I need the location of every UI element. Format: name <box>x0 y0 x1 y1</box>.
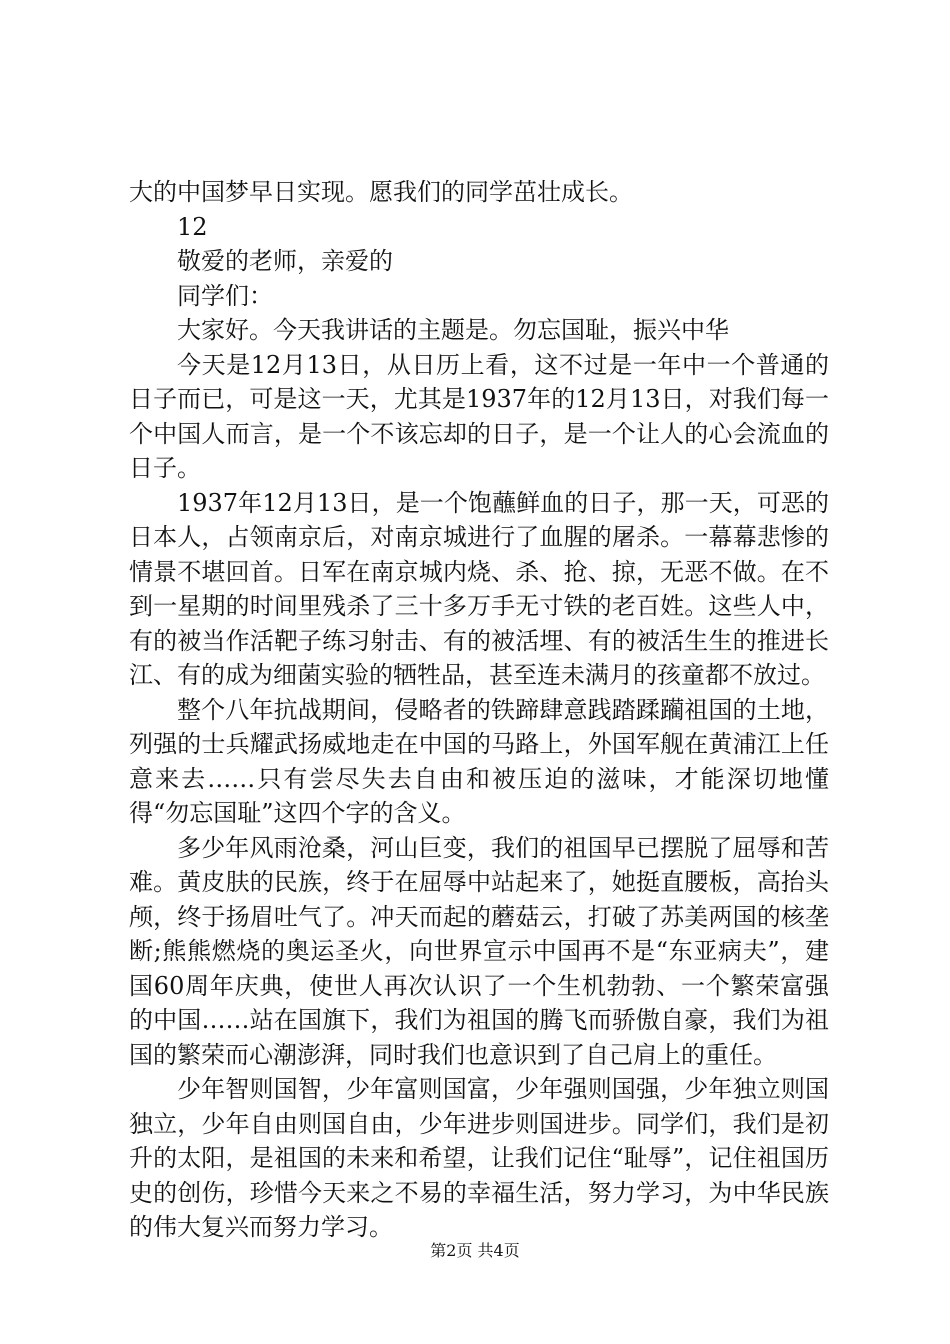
text-line-greeting: 大家好。今天我讲话的主题是。勿忘国耻，振兴中华 <box>177 316 729 344</box>
paragraph-1: 今天是12月13日，从日历上看，这不过是一年中一个普通的日子而已，可是这一天，尤其是1937年的12月13日，对我们每一个中国人而言，是一个不该忘却的日子，是一个让人的心会流血的日子。 <box>129 350 829 482</box>
body-text <box>129 175 829 1245</box>
paragraph-4: 多少年风雨沧桑，河山巨变，我们的祖国早已摆脱了屈辱和苦难。黄皮肤的民族，终于在屈辱中站起来了，她挺直腰板，高抬头颅，终于扬眉吐气了。冲天而起的蘑菇云，打破了苏美两国的核垄断;熊熊燃烧的奥运圣火，向世界宣示中国再不是“东亚病夫”，建国60周年庆典，使世人再次认识了一个生机勃勃、一个繁荣富强的中国……站在国旗下，我们为祖国的腾飞而骄傲自豪，我们为祖国的繁荣而心潮澎湃，同时我们也意识到了自己肩上的重任。 <box>129 833 829 1069</box>
text-line-salutation: 敬爱的老师，亲爱的 <box>177 247 393 275</box>
text-line-number: 12 <box>177 212 208 241</box>
paragraph-2: 1937年12月13日，是一个饱蘸鲜血的日子，那一天，可恶的日本人，占领南京后，对南京城进行了血腥的屠杀。一幕幕悲惨的情景不堪回首。日军在南京城内烧、杀、抢、掠，无恶不做。在不到一星期的时间里残杀了三十多万手无寸铁的老百姓。这些人中，有的被当作活靶子练习射击、有的被活埋、有的被活生生的推进长江、有的成为细菌实验的牺牲品，甚至连未满月的孩童都不放过。 <box>129 488 829 689</box>
text-line-closing: 大的中国梦早日实现。愿我们的同学茁壮成长。 <box>129 178 633 206</box>
paragraph-3: 整个八年抗战期间，侵略者的铁蹄肆意践踏蹂躏祖国的土地，列强的士兵耀武扬威地走在中国的马路上，外国军舰在黄浦江上任意来去……只有尝尽失去自由和被压迫的滋味，才能深切地懂得“勿忘国耻”这四个字的含义。 <box>129 695 829 827</box>
text-line-salutation-cont: 同学们： <box>177 281 273 310</box>
paragraph-5: 少年智则国智，少年富则国富，少年强则国强，少年独立则国独立，少年自由则国自由，少年进步则国进步。同学们，我们是初升的太阳，是祖国的未来和希望，让我们记住“耻辱”，记住祖国历史的创伤，珍惜今天来之不易的幸福生活，努力学习，为中华民族的伟大复兴而努力学习。 <box>129 1075 829 1241</box>
page-footer: 第2页 共4页 <box>430 1241 520 1260</box>
